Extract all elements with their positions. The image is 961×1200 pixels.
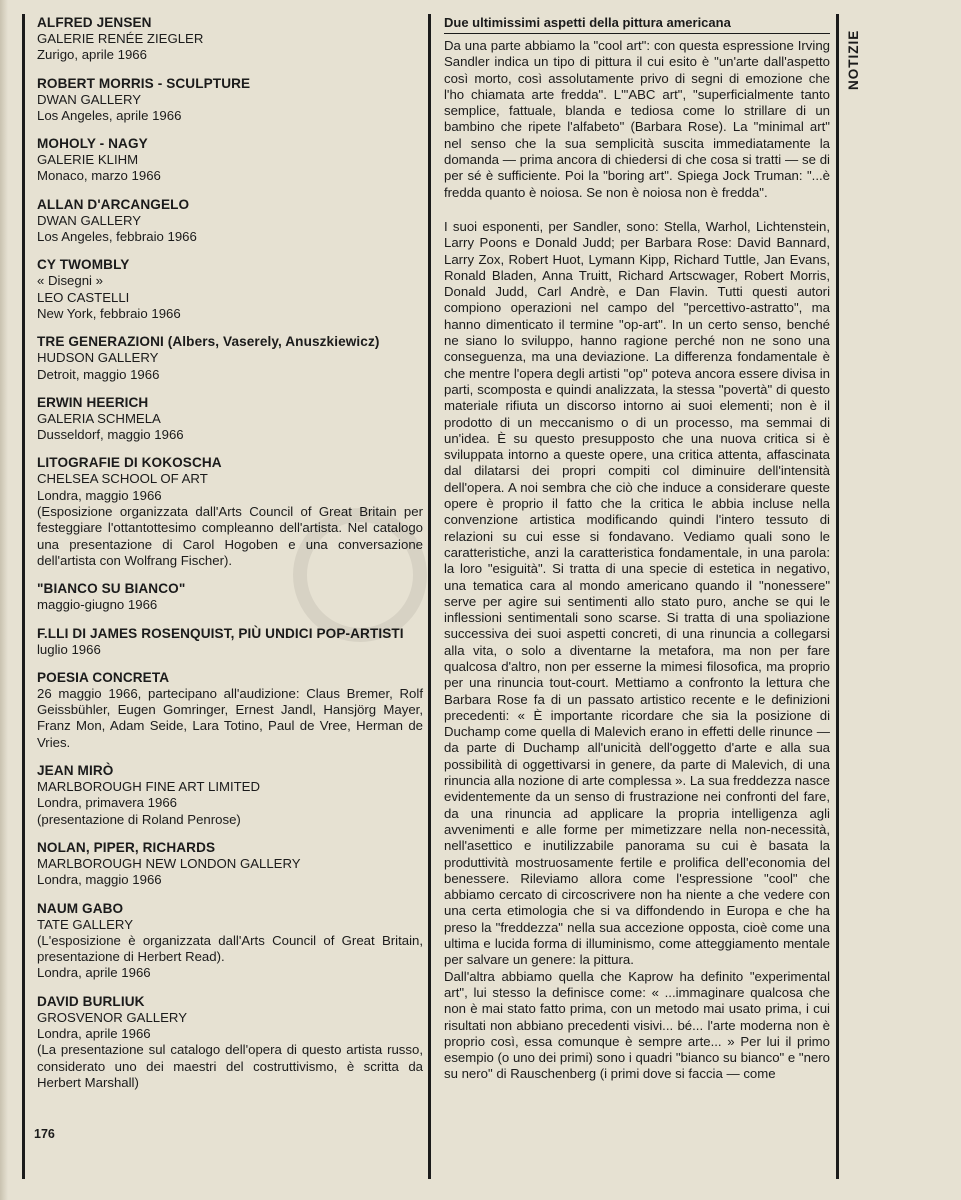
- exhibition-artist: F.LLI DI JAMES ROSENQUIST, PIÙ UNDICI POP-ARTISTI: [37, 625, 404, 641]
- article-title: Due ultimissimi aspetti della pittura americana: [444, 14, 830, 34]
- exhibition-date: Monaco, marzo 1966: [37, 168, 161, 184]
- article-paragraph: I suoi esponenti, per Sandler, sono: Stella, Warhol, Lichtenstein, Larry Poons e Donald Judd; per Barbara Rose: David Bannard, Larry Zox, Robert Huot, Lymann Kipp, Richard Tuttle, Jan Evans, Ronald Bladen, Anna Truitt, Richard Artscwager, Robert Morris, Donald Judd, Carl Andrè, e Dan Flavin. Tutti questi autori compiono operazioni nel campo del "percettivo-astratto", ma hanno dimenticato il termine "op-art". In un certo senso, benché ne siano lo sviluppo, hanno ragione perché non ne sono una conseguenza, ma una deviazione. La differenza fondamentale è che mentre l'opera degli artisti "op" poteva ancora essere divisa in parti, scomposta e quindi analizzata, la stessa "povertà" di questo materiale rifiuta un discorso intorno ai suoi elementi; non è il prodotto di un meccanismo o di un processo, ma semmai di un'idea. È su questo presupposto che una nuova critica si è sviluppata intorno a queste opere, una critica attenta, affascinata dal dilatarsi dei propri compiti col diminuire dell'intensità dell'opera. A noi sembra che ciò che induce a considerare queste opere è proprio il fatto che la critica le abbia incluse nella convenzione artistica modificando quindi l'intero tessuto di relazioni su cui esse si fondavano. Vediamo quali sono le caratteristiche, anzi la caratteristica fondamentale, in una parola: la loro "esiguità". Si tratta di una specie di estetica in negativo, una tematica cara al mondo americano quando il "nonessere" serve per agire sui sentimenti allo stato puro, anche se qui le inflessioni sentimentali sono scarse. Si tratta di una spoliazione successiva dei suoi aspetti concreti, di una rinuncia a collegarsi alla vita, o solo a diventarne la metafora, ma non per fare qualcosa d'altro, non per esserne la mimesi filosofica, ma proprio per una rinuncia tout-court. Mettiamo a confronto la lettura che Barbara Rose fa di un passato artistico recente e le definizioni precedenti: « È importante ricordare che sia la posizione di Duchamp come quella di Malevich erano in effetti delle rinunce — da parte di Duchamp all'unicità dell'oggetto d'arte e alla sua possibilità di oggettivarsi in genere, da parte di Malevich, di una rinuncia alla nozione di arte complessa ». La sua freddezza nasce evidentemente da un senso di frustrazione nei confronti del fare, da una rinuncia ad applicare la propria intelligenza agli avvenimenti e alle forme per mimetizzare nella non-necessità, nell'asettico e inutilizzabile panorama su cui è basata la produttività mostruosamente fertile e prolifica dell'economia del benessere. Rileviamo allora come l'espressione "cool" che abbiamo cercato di circoscrivere non ha niente a che vedere con una certa etimologia che si va diffondendo in Europa e che ha preso la "freddezza" nella sua accezione opposta, cioè come una ultima e lucida forma di illuminismo, come atteggiamento mentale per salvare un genere: la pittura.: [444, 218, 830, 968]
- exhibition-artist: NAUM GABO: [37, 900, 124, 916]
- exhibition-date: maggio-giugno 1966: [37, 597, 158, 613]
- exhibition-gallery: MARLBOROUGH FINE ART LIMITED: [37, 779, 261, 795]
- exhibition-entry: [25, 839, 423, 889]
- exhibition-entry: [25, 580, 423, 613]
- exhibition-entry: [25, 196, 423, 246]
- exhibition-gallery: TATE GALLERY: [37, 916, 134, 932]
- exhibition-gallery: GROSVENOR GALLERY: [37, 1009, 187, 1025]
- exhibition-date: Los Angeles, febbraio 1966: [37, 229, 197, 245]
- exhibition-artist: LITOGRAFIE DI KOKOSCHA: [37, 455, 222, 471]
- exhibition-artist: ROBERT MORRIS - SCULPTURE: [37, 75, 251, 91]
- exhibition-date: Londra, maggio 1966: [37, 872, 162, 888]
- exhibition-artist: "BIANCO SU BIANCO": [37, 581, 186, 597]
- exhibitions-column: [22, 14, 423, 1179]
- exhibition-entry: [25, 75, 423, 125]
- exhibition-entry: [25, 762, 423, 828]
- exhibition-gallery: GALERIE KLIHM: [37, 152, 139, 168]
- article-column: [428, 14, 830, 1179]
- exhibition-artist: POESIA CONCRETA: [37, 669, 170, 685]
- exhibition-note: (presentazione di Roland Penrose): [37, 811, 241, 827]
- page-number: 176: [34, 1127, 55, 1141]
- exhibition-artist: CY TWOMBLY: [37, 257, 130, 273]
- side-rule: [836, 14, 839, 1179]
- exhibition-entry: [25, 14, 423, 64]
- exhibition-date: Londra, primavera 1966: [37, 795, 178, 811]
- exhibition-artist: ALFRED JENSEN: [37, 15, 152, 30]
- exhibition-note: (L'esposizione è organizzata dall'Arts Council of Great Britain, presentazione di Herbert Read). Londra, aprile 1966: [37, 932, 423, 981]
- exhibition-artist: TRE GENERAZIONI (Albers, Vaserely, Anuszkiewicz): [37, 334, 380, 350]
- exhibition-gallery: CHELSEA SCHOOL OF ART: [37, 471, 208, 487]
- exhibition-date: Dusseldorf, maggio 1966: [37, 427, 184, 443]
- exhibition-gallery: HUDSON GALLERY: [37, 350, 159, 366]
- exhibition-entry: [25, 256, 423, 322]
- exhibition-date: luglio 1966: [37, 641, 101, 657]
- exhibition-gallery: GALERIE RENÉE ZIEGLER: [37, 31, 204, 46]
- exhibition-subtitle: « Disegni »: [37, 273, 103, 289]
- exhibition-entry: [25, 454, 423, 569]
- exhibition-date: Londra, aprile 1966: [37, 1025, 151, 1041]
- exhibition-note: (La presentazione sul catalogo dell'opera di questo artista russo, considerato uno dei maestri del costruttivismo, è scritta da Herbert Marshall): [37, 1042, 423, 1090]
- exhibition-entry: [25, 394, 423, 444]
- exhibition-date: Los Angeles, aprile 1966: [37, 107, 182, 123]
- article-paragraph: Da una parte abbiamo la "cool art": con questa espressione Irving Sandler indica un tipo di pittura il cui esito è "un'arte dall'aspetto così morto, così assolutamente privo di segni di emozione che l'ho chiamata arte fredda". L'"ABC art", "superficialmente tanto semplice, fattuale, blanda e tediosa come lo strillare di un bambino che ripete l'alfabeto" (Barbara Rose). La "minimal art" nel senso che la sua semplicità suscita immediatamente la domanda — prima ancora di chiedersi di che cosa si tratti — se di per sé è sufficiente. Poi la "boring art". Spiega Jock Truman: "...è fredda quanto è noiosa. Se non è noiosa non è fredda".: [444, 38, 830, 200]
- exhibition-entry: [25, 669, 423, 751]
- section-label: NOTIZIE: [846, 29, 861, 90]
- exhibition-gallery: MARLBOROUGH NEW LONDON GALLERY: [37, 855, 301, 871]
- exhibition-note: (Esposizione organizzata dall'Arts Council of Great Britain per festeggiare l'ottantottesimo compleanno dell'artista. Nel catalogo una presentazione di Carol Hogoben e una conversazione dell'artista con Wolfrang Fischer).: [37, 504, 423, 568]
- exhibition-artist: DAVID BURLIUK: [37, 993, 145, 1009]
- exhibition-entry: [25, 333, 423, 383]
- exhibition-gallery: GALERIA SCHMELA: [37, 410, 161, 426]
- exhibition-artist: ALLAN D'ARCANGELO: [37, 196, 190, 212]
- exhibition-entry: [25, 135, 423, 185]
- exhibition-gallery: DWAN GALLERY: [37, 212, 142, 228]
- exhibition-date: Londra, maggio 1966: [37, 487, 162, 503]
- exhibition-entry: [25, 625, 423, 658]
- exhibition-note: 26 maggio 1966, partecipano all'audizione: Claus Bremer, Rolf Geissbühler, Eugen Gomringer, Ernest Jandl, Hansjörg Mayer, Franz Mon, Adam Seide, Lara Totino, Paul de Vree, Herman de Vries.: [37, 685, 423, 750]
- exhibition-date: Zurigo, aprile 1966: [37, 47, 147, 63]
- exhibition-artist: MOHOLY - NAGY: [37, 136, 148, 152]
- exhibition-artist: NOLAN, PIPER, RICHARDS: [37, 839, 216, 855]
- exhibition-entry: [25, 900, 423, 982]
- exhibition-gallery: LEO CASTELLI: [37, 289, 130, 305]
- exhibition-gallery: DWAN GALLERY: [37, 91, 142, 107]
- exhibition-entry: [25, 993, 423, 1091]
- article-paragraph: Dall'altra abbiamo quella che Kaprow ha definito "experimental art", lui stesso la definisce come: « ...immaginare qualcosa che non è mai stato fatto prima, con un metodo mai usato prima, i cui risultati non abbiano precedenti visivi... bé... l'arte moderna non è proprio così, essa comunque è sempre arte... » Per lui il primo esempio (o uno dei primi) sono i quadri "bianco su bianco" e "nero su nero" di Rauschenberg (i primi dove si faccia — come: [444, 968, 830, 1082]
- page-edge: [0, 0, 8, 1200]
- exhibition-artist: JEAN MIRÒ: [37, 763, 114, 779]
- exhibition-date: Detroit, maggio 1966: [37, 366, 160, 382]
- exhibition-artist: ERWIN HEERICH: [37, 394, 149, 410]
- exhibition-date: New York, febbraio 1966: [37, 305, 181, 321]
